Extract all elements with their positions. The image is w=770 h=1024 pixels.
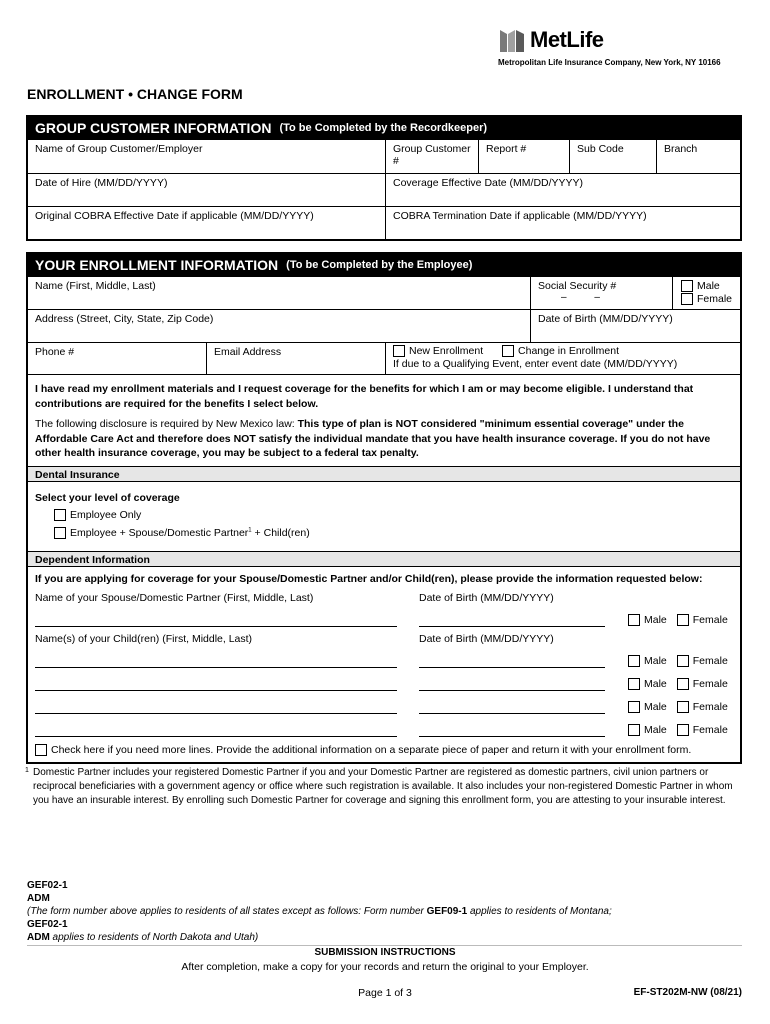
new-enrollment-box[interactable] bbox=[393, 345, 405, 357]
form-number-note-pre: (The form number above applies to residents of all states except as follows: Form number bbox=[27, 906, 427, 917]
form-id: EF-ST202M-NW (08/21) bbox=[633, 987, 742, 998]
gender-field bbox=[672, 277, 740, 309]
child-4-male-label: Male bbox=[644, 724, 667, 736]
child-4-male-checkbox[interactable] bbox=[628, 724, 640, 736]
form-code-1-adm: ADM bbox=[27, 893, 50, 904]
company-address: Metropolitan Life Insurance Company, New York, NY 10166 bbox=[498, 58, 721, 67]
male-checkbox[interactable] bbox=[681, 280, 740, 292]
sub-code-label: Sub Code bbox=[577, 143, 624, 155]
nd-utah-note: applies to residents of North Dakota and Utah) bbox=[49, 932, 259, 943]
metlife-logo bbox=[498, 26, 618, 54]
coverage-level-label: Select your level of coverage bbox=[35, 492, 180, 504]
male-label: Male bbox=[697, 280, 720, 292]
child-4-gender bbox=[628, 724, 728, 736]
report-number-label: Report # bbox=[486, 143, 527, 155]
submission-title: SUBMISSION INSTRUCTIONS bbox=[314, 947, 456, 958]
group-number-field[interactable] bbox=[385, 140, 478, 173]
footnote-text: Domestic Partner includes your registered Domestic Partner if you and your Domestic Partner are registered as domestic partners, civil union partners or reciprocal beneficiaries with a government agency or office where such registration is available. It also includes your non-registered Domestic Partner in whom you have an insurable interest. By enrolling such Domestic Partner for coverage and signing this enrollment form, you are attesting to your insurable interest. bbox=[33, 767, 733, 806]
date-of-hire-field[interactable] bbox=[28, 174, 385, 206]
child-3-female-label: Female bbox=[692, 701, 728, 713]
cobra-effective-date-field[interactable] bbox=[28, 207, 385, 239]
spouse-dob-line[interactable] bbox=[419, 626, 605, 627]
spouse-dob-label: Date of Birth (MM/DD/YYYY) bbox=[419, 592, 554, 604]
coverage-statement: I have read my enrollment materials and I request coverage for the benefits for which I am or may become eligible. I understand that contributions are required for the benefits I select below. bbox=[35, 383, 694, 410]
address-label: Address (Street, City, State, Zip Code) bbox=[35, 313, 214, 325]
enrollment-section-subtitle: (To be Completed by the Employee) bbox=[286, 259, 473, 271]
cobra-effective-date-label: Original COBRA Effective Date if applicable (MM/DD/YYYY) bbox=[35, 210, 314, 222]
child-4-female-label: Female bbox=[692, 724, 728, 736]
ssn-dashes: – – bbox=[561, 292, 600, 303]
group-row-1 bbox=[28, 139, 740, 173]
address-field[interactable] bbox=[28, 310, 530, 342]
group-section-subtitle: (To be Completed by the Recordkeeper) bbox=[279, 122, 488, 134]
enrollment-section bbox=[26, 252, 742, 764]
employee-only-checkbox[interactable] bbox=[54, 509, 66, 521]
employee-only-option[interactable] bbox=[54, 509, 141, 521]
employee-name-label: Name (First, Middle, Last) bbox=[35, 280, 156, 292]
montana-form-code: GEF09-1 bbox=[426, 906, 468, 917]
child-dob-line-1[interactable] bbox=[419, 667, 605, 668]
child-2-male-label: Male bbox=[644, 678, 667, 690]
children-label: + Child(ren) bbox=[251, 527, 310, 539]
form-number-note-post: applies to residents of Montana; bbox=[467, 906, 612, 917]
ssn-label: Social Security # bbox=[538, 280, 617, 292]
child-2-female-label: Female bbox=[692, 678, 728, 690]
dental-header: Dental Insurance bbox=[28, 466, 740, 482]
dependent-instruction: If you are applying for coverage for your Spouse/Domestic Partner and/or Child(ren), please provide the information requested below: bbox=[35, 573, 703, 585]
form-code-1: GEF02-1 bbox=[27, 880, 68, 891]
spouse-male-label: Male bbox=[644, 614, 667, 626]
nm-disclosure-intro: The following disclosure is required by New Mexico law: bbox=[35, 418, 298, 430]
child-2-gender bbox=[628, 678, 728, 690]
employee-dob-label: Date of Birth (MM/DD/YYYY) bbox=[538, 313, 673, 325]
dependent-header: Dependent Information bbox=[28, 551, 740, 567]
footnote-marker: 1 bbox=[25, 767, 29, 774]
female-label: Female bbox=[697, 293, 733, 306]
employee-spouse-children-option[interactable] bbox=[54, 527, 310, 539]
female-checkbox[interactable] bbox=[681, 293, 740, 305]
child-3-female-checkbox[interactable] bbox=[677, 701, 689, 713]
female-checkbox-box[interactable] bbox=[681, 293, 693, 305]
group-row-3 bbox=[28, 206, 740, 239]
footnote-marker-ref: 1 bbox=[248, 527, 252, 534]
enroll-row-2 bbox=[28, 309, 740, 342]
metlife-logo-icon bbox=[498, 26, 526, 54]
group-section-header bbox=[28, 117, 740, 139]
child-1-male-label: Male bbox=[644, 655, 667, 667]
change-enrollment-checkbox[interactable] bbox=[502, 345, 619, 357]
employee-only-label: Employee Only bbox=[70, 509, 142, 521]
email-field[interactable] bbox=[206, 343, 385, 374]
change-enrollment-box[interactable] bbox=[502, 345, 514, 357]
child-dob-line-2[interactable] bbox=[419, 690, 605, 691]
group-section-title: GROUP CUSTOMER INFORMATION bbox=[35, 120, 272, 136]
new-enrollment-label: New Enrollment bbox=[409, 345, 484, 357]
employee-spouse-label: Employee + Spouse/Domestic Partner bbox=[70, 527, 249, 539]
group-row-2 bbox=[28, 173, 740, 206]
date-of-hire-label: Date of Hire (MM/DD/YYYY) bbox=[35, 177, 168, 189]
child-name-line-3[interactable] bbox=[35, 713, 397, 714]
form-title: ENROLLMENT • CHANGE FORM bbox=[27, 86, 243, 102]
coverage-effective-date-field[interactable] bbox=[385, 174, 740, 206]
nm-disclosure bbox=[35, 417, 737, 461]
submission-text: After completion, make a copy for your records and return the original to your Employer. bbox=[181, 961, 589, 973]
sub-code-field[interactable] bbox=[569, 140, 656, 173]
child-dob-line-3[interactable] bbox=[419, 713, 605, 714]
spouse-gender bbox=[628, 614, 728, 626]
report-number-field[interactable] bbox=[478, 140, 569, 173]
cobra-termination-date-field[interactable] bbox=[385, 207, 740, 239]
spouse-female-label: Female bbox=[692, 614, 728, 626]
statement-divider bbox=[28, 374, 740, 375]
enrollment-section-title: YOUR ENROLLMENT INFORMATION bbox=[35, 257, 279, 273]
enrollment-type-field bbox=[385, 343, 740, 374]
child-name-line-1[interactable] bbox=[35, 667, 397, 668]
more-lines-option[interactable] bbox=[35, 744, 691, 756]
page-number: Page 1 of 3 bbox=[358, 987, 412, 999]
ssn-field[interactable] bbox=[530, 277, 672, 309]
spouse-male-checkbox[interactable] bbox=[628, 614, 640, 626]
child-4-female-checkbox[interactable] bbox=[677, 724, 689, 736]
qualifying-event-date-field[interactable]: If due to a Qualifying Event, enter event date (MM/DD/YYYY) bbox=[393, 358, 678, 371]
cobra-termination-date-label: COBRA Termination Date if applicable (MM/DD/YYYY) bbox=[393, 210, 647, 222]
more-lines-checkbox[interactable] bbox=[35, 744, 47, 756]
employee-dob-field[interactable] bbox=[530, 310, 740, 342]
enroll-row-1 bbox=[28, 276, 740, 309]
nm-disclosure-text: This type of plan is NOT considered "minimum essential coverage" under the Affordable Care Act and therefore does NOT satisfy the individual mandate that you have health insurance coverage. If you do not have other health insurance coverage, you may be subject to a federal tax penalty. bbox=[35, 418, 711, 459]
group-customer-section bbox=[26, 115, 742, 241]
male-checkbox-box[interactable] bbox=[681, 280, 693, 292]
spouse-name-line[interactable] bbox=[35, 626, 397, 627]
child-name-line-2[interactable] bbox=[35, 690, 397, 691]
employee-name-field[interactable] bbox=[28, 277, 530, 309]
child-1-female-checkbox[interactable] bbox=[677, 655, 689, 667]
bottom-divider bbox=[27, 945, 742, 946]
new-enrollment-checkbox[interactable] bbox=[393, 345, 483, 357]
group-name-label: Name of Group Customer/Employer bbox=[35, 143, 203, 155]
child-1-female-label: Female bbox=[692, 655, 728, 667]
child-3-gender bbox=[628, 701, 728, 713]
child-dob-label: Date of Birth (MM/DD/YYYY) bbox=[419, 633, 554, 645]
child-3-male-checkbox[interactable] bbox=[628, 701, 640, 713]
employee-spouse-children-checkbox[interactable] bbox=[54, 527, 66, 539]
child-2-female-checkbox[interactable] bbox=[677, 678, 689, 690]
form-code-2-adm: ADM bbox=[27, 932, 50, 943]
enroll-row-3 bbox=[28, 342, 740, 374]
more-lines-label: Check here if you need more lines. Provide the additional information on a separate piece of paper and return it with your enrollment form. bbox=[51, 744, 692, 756]
group-name-field[interactable] bbox=[28, 140, 385, 173]
form-code-2-note bbox=[27, 932, 258, 943]
enrollment-section-header bbox=[28, 254, 740, 276]
child-1-male-checkbox[interactable] bbox=[628, 655, 640, 667]
email-label: Email Address bbox=[214, 346, 282, 358]
group-number-label: Group Customer # bbox=[393, 143, 471, 167]
spouse-name-label: Name of your Spouse/Domestic Partner (First, Middle, Last) bbox=[35, 592, 314, 604]
form-code-2: GEF02-1 bbox=[27, 919, 68, 930]
child-2-male-checkbox[interactable] bbox=[628, 678, 640, 690]
child-1-gender bbox=[628, 655, 728, 667]
branch-label: Branch bbox=[664, 143, 698, 155]
phone-label: Phone # bbox=[35, 346, 75, 358]
spouse-female-checkbox[interactable] bbox=[677, 614, 689, 626]
child-dob-line-4[interactable] bbox=[419, 736, 605, 737]
child-name-label: Name(s) of your Child(ren) (First, Middle, Last) bbox=[35, 633, 253, 645]
child-name-line-4[interactable] bbox=[35, 736, 397, 737]
form-number-note bbox=[27, 906, 612, 917]
branch-field[interactable] bbox=[656, 140, 740, 173]
child-3-male-label: Male bbox=[644, 701, 667, 713]
phone-field[interactable] bbox=[28, 343, 206, 374]
brand-name: MetLife bbox=[530, 27, 604, 52]
change-enrollment-label: Change in Enrollment bbox=[518, 345, 620, 357]
coverage-effective-date-label: Coverage Effective Date (MM/DD/YYYY) bbox=[393, 177, 584, 189]
